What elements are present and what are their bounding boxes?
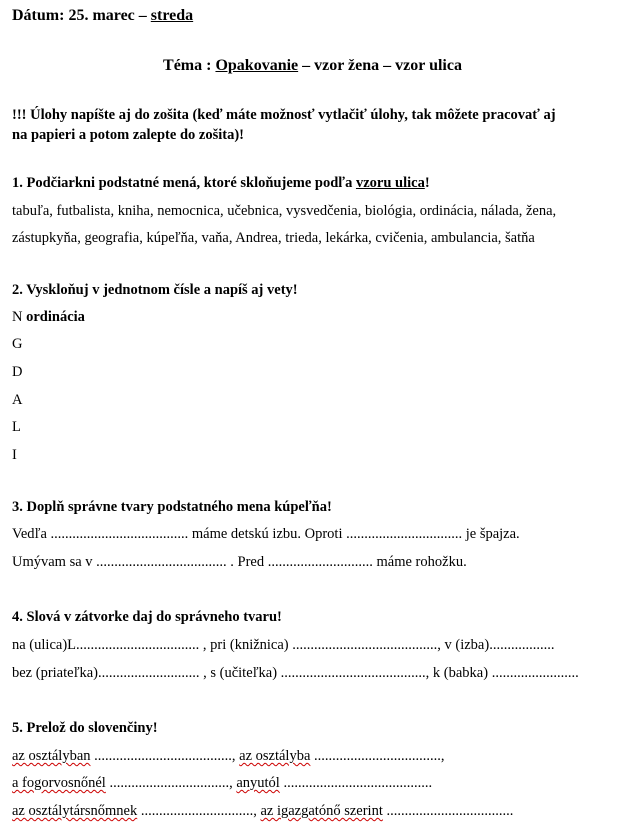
task2-case-n bbox=[12, 308, 85, 326]
task1-title-b: vzoru ulica bbox=[355, 175, 425, 191]
task1-title bbox=[12, 174, 430, 192]
task5-row-2-word-2: anyutól bbox=[236, 775, 280, 791]
task2-case-g: G bbox=[12, 336, 23, 352]
task1-words-2: zástupkyňa, geografia, kúpeľňa, vaňa, Andrea, trieda, lekárka, cvičenia, ambulancia, šatňa bbox=[12, 230, 535, 246]
task5-row-1-dots-1: ......................................, bbox=[90, 748, 240, 764]
task2-case-n-letter: N bbox=[12, 309, 23, 325]
task2-case-a: A bbox=[12, 392, 23, 408]
task2-case-d: D bbox=[12, 364, 23, 380]
task5-title: 5. Prelož do slovenčiny! bbox=[12, 720, 158, 736]
task3-title-a: 3. Doplň správne tvary podstatného mena bbox=[12, 499, 275, 515]
task1-title-c: ! bbox=[424, 175, 430, 191]
task5-row-1 bbox=[12, 747, 445, 765]
task4-title: 4. Slová v zátvorke daj do správneho tvaru! bbox=[12, 609, 282, 625]
task2-case-l: L bbox=[12, 419, 21, 435]
instructions-line-1: !!! Úlohy napíšte aj do zošita (keď máte možnosť vytlačiť úlohy, tak môžete pracovať aj bbox=[12, 107, 556, 123]
task5-row-3 bbox=[12, 802, 513, 820]
task5-row-2-dots-2: ......................................... bbox=[279, 775, 433, 791]
task3-title-c: ! bbox=[326, 499, 332, 515]
date-day: streda bbox=[150, 7, 194, 24]
topic-rest: – vzor žena – vzor ulica bbox=[298, 57, 462, 74]
date-label: Dátum: 25. marec – bbox=[12, 7, 151, 24]
task1-title-a: 1. Podčiarkni podstatné mená, ktoré skloňujeme podľa bbox=[12, 175, 356, 191]
task2-case-i: I bbox=[12, 447, 17, 463]
task3-line-2: Umývam sa v .................................... . Pred ............................. máme rohožku. bbox=[12, 554, 467, 570]
task5-row-1-word-2: az osztályba bbox=[239, 748, 311, 764]
task5-row-2-dots-1: ................................., bbox=[105, 775, 237, 791]
topic-line bbox=[0, 57, 625, 75]
task4-line-1: na (ulica)L.................................. , pri (knižnica) ........................................, v (izba).................. bbox=[12, 637, 555, 653]
instructions-line-2: na papieri a potom zalepte do zošita)! bbox=[12, 127, 244, 143]
task5-row-1-dots-2: ..................................., bbox=[310, 748, 445, 764]
task5-row-3-word-2: az igazgatónő szerint bbox=[260, 803, 383, 819]
task3-line-1: Vedľa ...................................... máme detskú izbu. Oproti ................................ je špajza. bbox=[12, 526, 520, 542]
task1-words-1: tabuľa, futbalista, kniha, nemocnica, učebnica, vysvedčenia, biológia, ordinácia, nálada, žena, bbox=[12, 203, 557, 219]
task5-row-2-word-1: a fogorvosnőnél bbox=[12, 775, 106, 791]
task2-case-n-word: ordinácia bbox=[26, 309, 85, 325]
task3-title bbox=[12, 498, 332, 516]
task3-title-b: kúpeľňa bbox=[274, 499, 327, 515]
task5-row-2 bbox=[12, 774, 432, 792]
task2-title: 2. Vyskloňuj v jednotnom čísle a napíš aj vety! bbox=[12, 282, 298, 298]
task5-row-1-word-1: az osztályban bbox=[12, 748, 91, 764]
topic-label: Téma : bbox=[163, 57, 216, 74]
task5-row-3-word-1: az osztálytársnőmnek bbox=[12, 803, 138, 819]
task5-row-3-dots-2: ................................... bbox=[382, 803, 514, 819]
task4-line-2: bez (priateľka)............................ , s (učiteľka) ........................................, k (babka) ........................ bbox=[12, 665, 579, 681]
date-line bbox=[12, 7, 193, 25]
task5-row-3-dots-1: ..............................., bbox=[137, 803, 261, 819]
topic-main: Opakovanie bbox=[215, 57, 299, 74]
